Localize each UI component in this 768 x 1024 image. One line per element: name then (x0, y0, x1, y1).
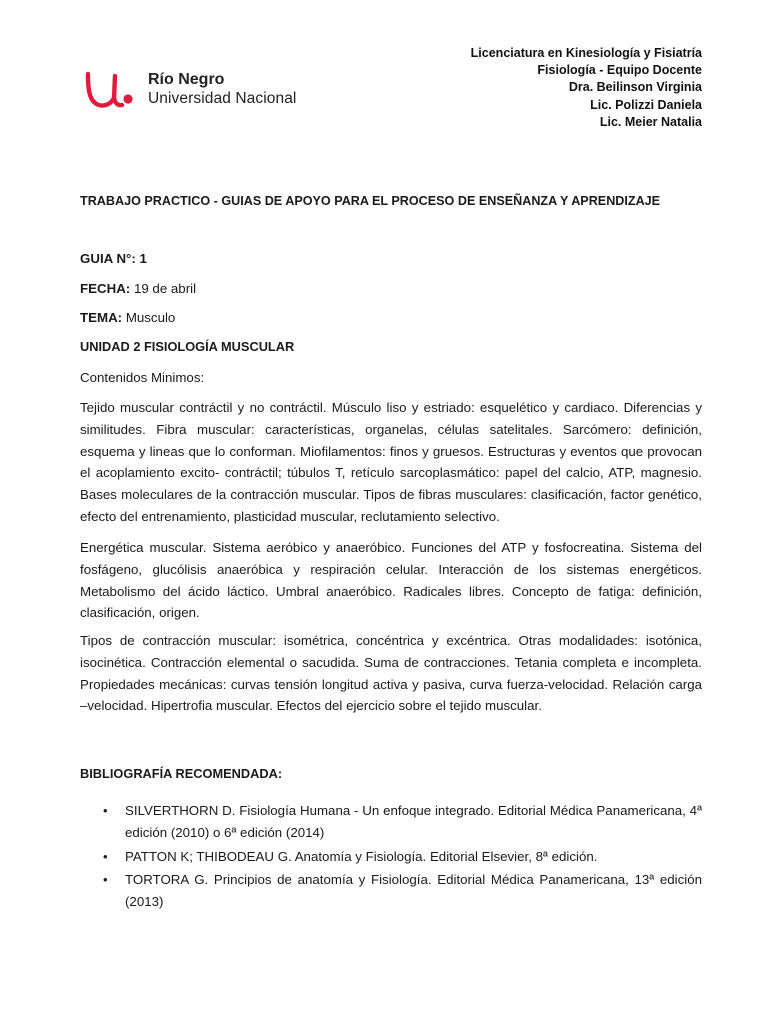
guia-label: GUIA N°: (80, 251, 136, 266)
university-name: Río Negro (148, 71, 225, 88)
bibliography-item (80, 800, 702, 844)
header-line-teacher-2: Lic. Polizzi Daniela (590, 97, 702, 112)
university-logo (84, 68, 296, 110)
content-paragraph-1: Tejido muscular contráctil y no contráctil. Músculo liso y estriado: esquelético y cardiaco. Diferencias y similitudes. Fibra muscular: características, organelas, células satelitales. Sarcómero: definición, esquema y lineas que lo conforman. Miofilamentos: finos y gruesos. Estructuras y eventos que provocan el acoplamiento excito- contráctil; túbulos T, retículo sarcoplasmático: papel del calcio, ATP, magnesio. Bases moleculares de la contracción muscular. Tipos de fibras musculares: clasificación, factor genético, efecto del entrenamiento, plasticidad muscular, reclutamiento selectivo. (80, 400, 702, 524)
tema-line (80, 310, 175, 325)
bibliography-item (80, 846, 702, 868)
bullet-icon: • (103, 848, 108, 864)
guia-value: 1 (139, 251, 147, 266)
fecha-label: FECHA: (80, 281, 131, 296)
bibliography-item-text: PATTON K; THIBODEAU G. Anatomía y Fisiología. Editorial Elsevier, 8ª edición. (125, 848, 598, 864)
content-paragraph-2: Energética muscular. Sistema aeróbico y anaeróbico. Funciones del ATP y fosfocreatina. Sistema del fosfágeno, glucólisis anaeróbica y respiración celular. Interacción de los sistemas energéticos. Metabolismo del ácido láctico. Umbral anaeróbico. Radicales libres. Concepto de fatiga: definición, clasificación, origen. (80, 540, 702, 621)
header-line-teacher-3: Lic. Meier Natalia (599, 114, 702, 129)
bullet-icon: • (103, 803, 108, 818)
guia-line (80, 251, 147, 266)
header-info (471, 45, 702, 131)
university-subtitle: Universidad Nacional (148, 90, 297, 107)
fecha-value: 19 de abril (133, 281, 197, 296)
bibliography-item-text: TORTORA G. Principios de anatomía y Fisiología. Editorial Médica Panamericana, 13ª edición (2013) (125, 872, 702, 910)
document-title: TRABAJO PRACTICO - GUIAS DE APOYO PARA EL PROCESO DE ENSEÑANZA Y APRENDIZAJE (80, 194, 661, 208)
bibliography-heading: BIBLIOGRAFÍA RECOMENDADA: (80, 766, 283, 781)
content-paragraph-3: Tipos de contracción muscular: isométrica, concéntrica y excéntrica. Otras modalidades: isotónica, isocinética. Contracción elemental o sacudida. Suma de contracciones. Tetania completa e incompleta. Propiedades mecánicas: curvas tensión longitud activa y pasiva, curva fuerza-velocidad. Relación carga –velocidad. Hipertrofia muscular. Efectos del ejercicio sobre el tejido muscular. (80, 633, 702, 714)
header-line-career: Licenciatura en Kinesiología y Fisiatría (470, 46, 702, 60)
tema-value: Musculo (125, 310, 176, 325)
header-line-teacher-1: Dra. Beilinson Virginia (568, 80, 702, 95)
university-logo-mark-icon (84, 68, 134, 110)
contenidos-label: Contenidos Minimos: (80, 370, 205, 385)
bibliography-item (80, 869, 702, 913)
fecha-line (80, 281, 196, 296)
header-line-team: Fisiología - Equipo Docente (537, 63, 702, 78)
bibliography-item-text: SILVERTHORN D. Fisiología Humana - Un enfoque integrado. Editorial Médica Panamericana, 4ª edición (2010) o 6ª edición (2014) (125, 803, 702, 840)
bibliography-list (80, 800, 702, 915)
bullet-icon: • (103, 872, 108, 888)
unit-heading: UNIDAD 2 FISIOLOGÍA MUSCULAR (80, 339, 295, 354)
tema-label: TEMA: (80, 310, 123, 325)
